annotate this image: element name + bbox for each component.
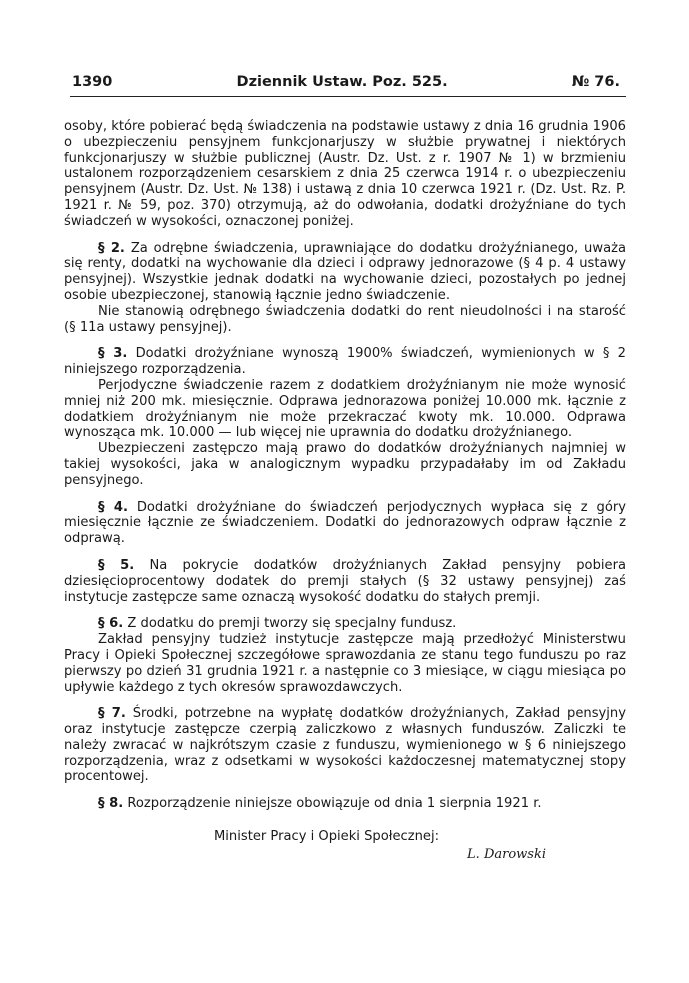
paragraph: Zakład pensyjny tudzież instytucje zastępcze mają przedłożyć Ministerstwu Pracy i Opieki Społecznej szczegółowe sprawozdania ze stanu tego funduszu po raz pierwszy po dzień 31 grudnia 1921 r. a następnie co 3 miesiące, w ciągu miesiąca po upływie każdego z tych okresów sprawozdawczych. [64, 632, 626, 695]
paragraph-section-3: § 3. Dodatki drożyźniane wynoszą 1900% świadczeń, wymienionych w § 2 niniejszego rozporządzenia. [64, 346, 626, 378]
paragraph-section-7: § 7. Środki, potrzebne na wypłatę dodatków drożyźnianych, Zakład pensyjny oraz instytucje zastępcze czerpią zaliczkowo z własnych funduszów. Zaliczki te należy zwracać w najkrótszym czasie z funduszu, wymienionego w § 6 niniejszego rozporządzenia, wraz z odsetkami w wysokości każdoczesnej matematycznej stopy procentowej. [64, 706, 626, 785]
signatory-name: L. Darowski [467, 846, 546, 862]
paragraph-section-2: § 2. Za odrębne świadczenia, uprawniające do dodatku drożyźnianego, uważa się renty, dodatki na wychowanie dla dzieci i odprawy jednorazowe (§ 4 p. 4 ustawy pensyjnej). Wszystkie jednak dodatki na wychowanie dzieci, pozostałych po jednej osobie ubezpieczonej, stanowią łącznie jedno świadczenie. [64, 240, 626, 303]
signature-block [64, 829, 626, 863]
paragraph-section-4: § 4. Dodatki drożyźniane do świadczeń perjodycznych wypłaca się z góry miesięcznie łącznie ze świadczeniem. Dodatki do jednorazowych odpraw łącznie z odprawą. [64, 499, 626, 547]
paragraph-section-6: § 6. Z dodatku do premji tworzy się specjalny fundusz. [98, 616, 457, 632]
section-mark: § 3. [98, 346, 128, 362]
issue-number: № 76. [571, 74, 620, 90]
paragraph-section-8: § 8. Rozporządzenie niniejsze obowiązuje od dnia 1 sierpnia 1921 r. [98, 796, 542, 812]
paragraph: Perjodyczne świadczenie razem z dodatkiem drożyźnianym nie może wynosić mniej niż 200 mk. miesięcznie. Odprawa jednorazowa poniżej 10.000 mk. łącznie z dodatkiem drożyźnianym nie może przekraczać kwoty mk. 10.000. Odprawa wynosząca mk. 10.000 — lub więcej nie uprawnia do dodatku drożyźnianego. [64, 377, 626, 441]
section-mark: § 2. [98, 240, 125, 256]
paragraph: Nie stanowią odrębnego świadczenia dodatki do rent nieudolności i na starość (§ 11a ustawy pensyjnej). [64, 303, 626, 335]
paragraph: Ubezpieczeni zastępczo mają prawo do dodatków drożyźnianych najmniej w takiej wysokości, jaka w analogicznym wypadku przypadałaby im od Zakładu pensyjnego. [64, 441, 626, 488]
section-mark: § 8. [98, 796, 124, 812]
header-rule [70, 96, 626, 97]
section-mark: § 4. [98, 499, 128, 515]
journal-title: Dziennik Ustaw. Poz. 525. [236, 74, 448, 90]
page-number: 1390 [72, 74, 113, 90]
section-mark: § 5. [98, 557, 135, 573]
document-page [64, 74, 626, 863]
paragraph-section-5: § 5. Na pokrycie dodatków drożyźnianych Zakład pensyjny pobiera dziesięcioprocentowy dodatek do premji stałych (§ 32 ustawy pensyjnej) zaś instytucje zastępcze same oznaczą wysokość dodatku do stałych premji. [64, 557, 626, 605]
paragraph-intro: osoby, które pobierać będą świadczenia na podstawie ustawy z dnia 16 grudnia 1906 o ubezpieczeniu pensyjnem funkcjonarjuszy w służbie prywatnej i niektórych funkcjonarjuszy w służbie publicznej (Austr. Dz. Ust. z r. 1907 № 1) w brzmieniu ustalonem rozporządzeniem cesarskiem z dnia 25 czerwca 1914 r. o ubezpieczeniu pensyjnem (Austr. Dz. Ust. № 138) i ustawą z dnia 10 czerwca 1921 r. (Dz. Ust. Rz. P. 1921 r. № 59, poz. 370) otrzymują, aż do odwołania, dodatki drożyźniane do tych świadczeń w wysokości, oznaczonej poniżej. [64, 119, 626, 229]
section-mark: § 6. [98, 616, 124, 632]
section-mark: § 7. [98, 706, 126, 722]
signatory-title: Minister Pracy i Opieki Społecznej: [214, 829, 439, 845]
running-header [64, 74, 626, 90]
document-body [64, 119, 626, 863]
